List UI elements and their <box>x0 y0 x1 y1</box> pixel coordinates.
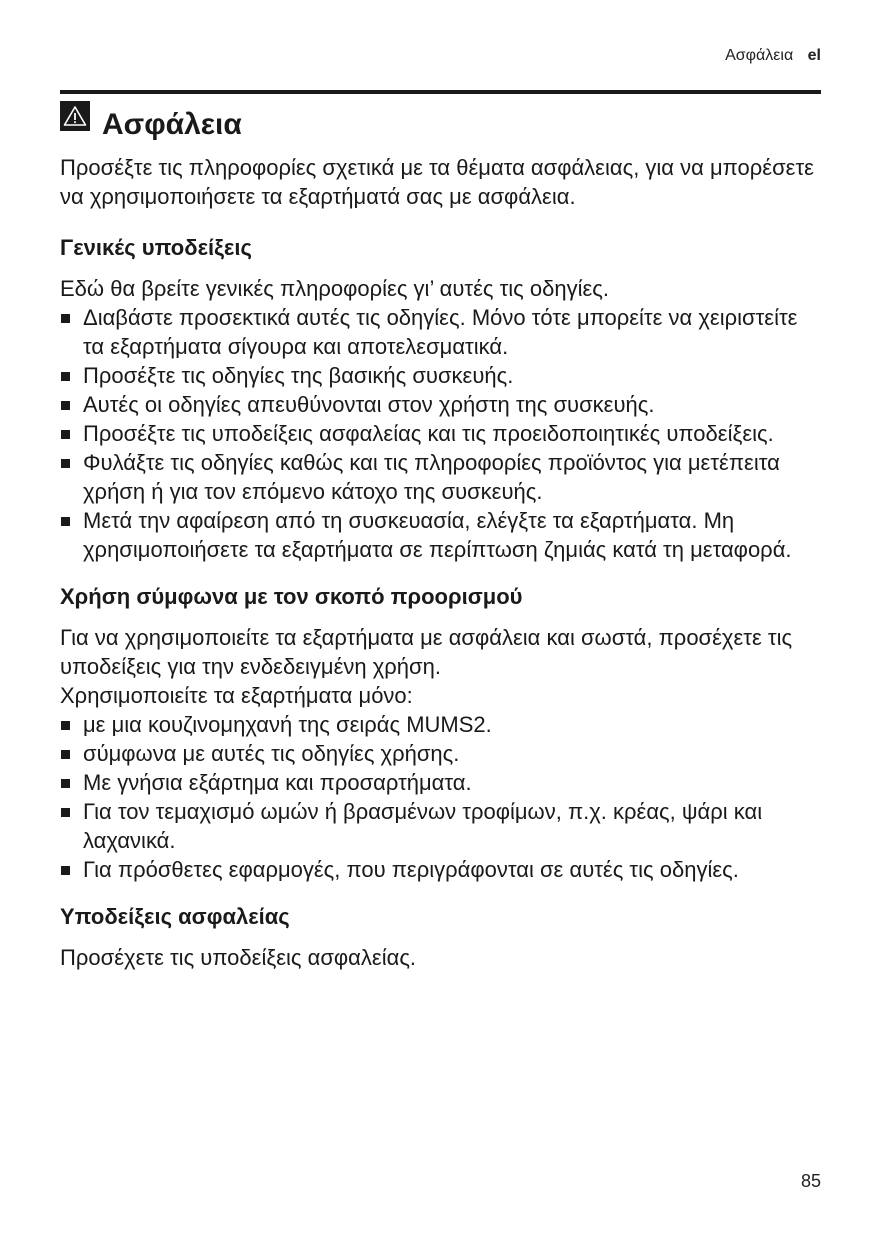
intended-use-lead2: Χρησιμοποιείτε τα εξαρτήματα μόνο: <box>60 683 413 708</box>
list-item: με μια κουζινομηχανή της σειράς MUMS2. <box>60 710 820 739</box>
list-item: Προσέξτε τις οδηγίες της βασικής συσκευής. <box>60 361 820 390</box>
list-item: Με γνήσια εξάρτημα και προσαρτήματα. <box>60 768 820 797</box>
general-lead: Εδώ θα βρείτε γενικές πληροφορίες γι’ αυτές τις οδηγίες. <box>60 276 610 301</box>
safety-heading: Υποδείξεις ασφαλείας <box>60 904 290 929</box>
list-item: σύμφωνα με αυτές τις οδηγίες χρήσης. <box>60 739 820 768</box>
general-list <box>60 303 820 564</box>
intended-use-heading: Χρήση σύμφωνα με τον σκοπό προορισμού <box>60 584 523 609</box>
list-item: Για πρόσθετες εφαρμογές, που περιγράφονται σε αυτές τις οδηγίες. <box>60 855 820 884</box>
list-item: Φυλάξτε τις οδηγίες καθώς και τις πληροφορίες προϊόντος για μετέπειτα χρήση ή για τον επόμενο κάτοχο της συσκευής. <box>60 448 820 506</box>
list-item: Για τον τεμαχισμό ωμών ή βρασμένων τροφίμων, π.χ. κρέας, ψάρι και λαχανικά. <box>60 797 820 855</box>
general-heading: Γενικές υποδείξεις <box>60 235 252 260</box>
running-header-section: Ασφάλεια <box>725 47 794 64</box>
list-item: Διαβάστε προσεκτικά αυτές τις οδηγίες. Μόνο τότε μπορείτε να χειριστείτε τα εξαρτήματα σίγουρα και αποτελεσματικά. <box>60 303 820 361</box>
list-item: Μετά την αφαίρεση από τη συσκευασία, ελέγξτε τα εξαρτήματα. Μη χρησιμοποιήσετε τα εξαρτήματα σε περίπτωση ζημιάς κατά τη μεταφορά. <box>60 506 820 564</box>
intended-use-lead: Για να χρησιμοποιείτε τα εξαρτήματα με ασφάλεια και σωστά, προσέχετε τις υποδείξεις για την ενδεδειγμένη χρήση. <box>60 625 793 679</box>
list-item: Αυτές οι οδηγίες απευθύνονται στον χρήστη της συσκευής. <box>60 390 820 419</box>
running-header <box>725 47 821 65</box>
page-number: 85 <box>800 1171 821 1191</box>
language-code: el <box>807 47 821 64</box>
page-title: Ασφάλεια <box>102 108 242 141</box>
intro-paragraph: Προσέξτε τις πληροφορίες σχετικά με τα θέματα ασφάλειας, για να μπορέσετε να χρησιμοποιήσετε τα εξαρτήματά σας με ασφάλεια. <box>60 155 814 209</box>
safety-text: Προσέχετε τις υποδείξεις ασφαλείας. <box>60 945 417 970</box>
warning-triangle-icon <box>60 101 90 131</box>
intended-use-list <box>60 710 820 884</box>
list-item: Προσέξτε τις υποδείξεις ασφαλείας και τις προειδοποιητικές υποδείξεις. <box>60 419 820 448</box>
title-row <box>60 90 242 142</box>
main-content <box>60 153 820 972</box>
